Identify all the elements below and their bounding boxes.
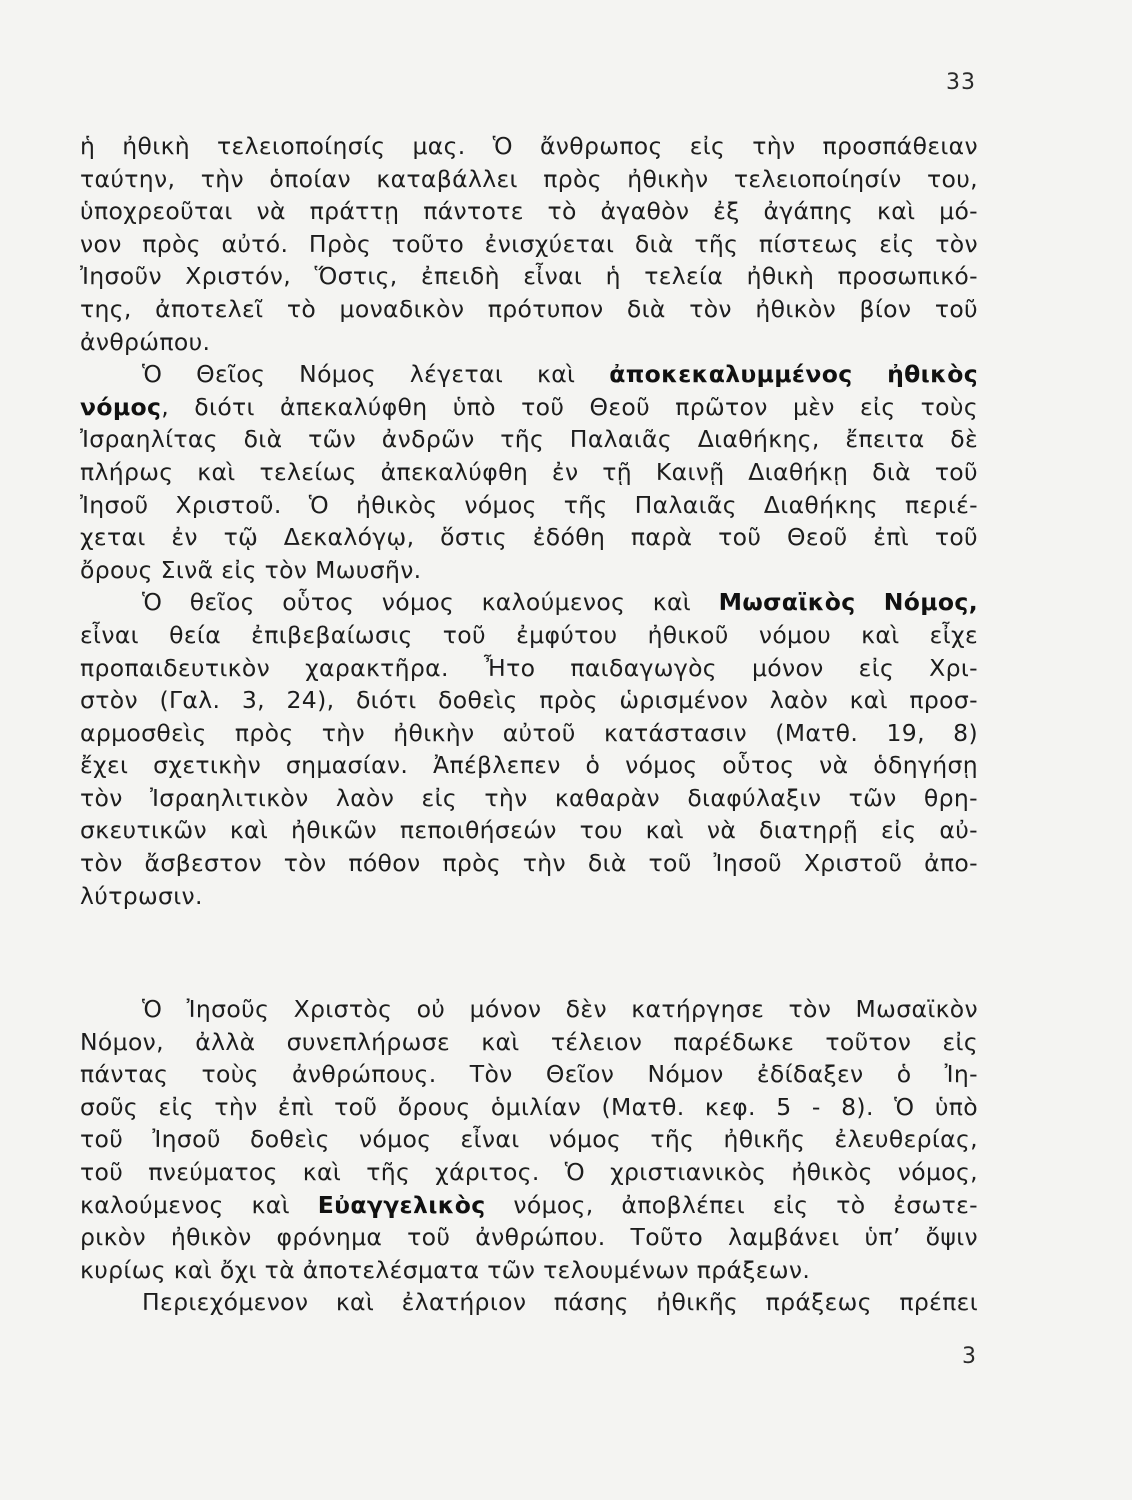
line-text: σοῦς εἰς τὴν ἐπὶ τοῦ ὄρους ὁμιλίαν (Ματθ. κεφ. 5 - 8). Ὁ ὑπὸ (80, 1092, 978, 1121)
signature-mark: 3 (962, 1344, 976, 1369)
text-line (80, 1058, 978, 1091)
line-text: λύτρωσιν. (80, 881, 203, 910)
line-text: προπαιδευτικὸν χαρακτῆρα. Ἦτο παιδαγωγὸς μόνον εἰς Χρι- (80, 653, 978, 682)
line-text: ὄρους Σινᾶ εἰς τὸν Μωυσῆν. (80, 555, 422, 584)
text-line (80, 358, 978, 391)
text-line (80, 1221, 978, 1254)
line-text: Ὁ Ἰησοῦς Χριστὸς οὐ μόνον δὲν κατήργησε τὸν Μωσαϊκὸν (142, 995, 978, 1023)
text-line (80, 228, 978, 261)
text-line (80, 1123, 978, 1156)
text-line (80, 619, 978, 652)
text-line (80, 684, 978, 717)
line-text: Ἰησοῦ Χριστοῦ. Ὁ ἠθικὸς νόμος τῆς Παλαιᾶς Διαθήκης περιέ- (80, 490, 978, 519)
line-text: τοῦ Ἰησοῦ δοθεὶς νόμος εἶναι νόμος τῆς ἠθικῆς ἐλευθερίας, (80, 1125, 978, 1154)
line-text: νόμος, ἀποβλέπει εἰς τὸ ἐσωτε- (485, 1190, 978, 1219)
text-line (80, 260, 978, 293)
text-line (80, 1254, 978, 1287)
text-line (80, 652, 978, 685)
emphasized-term: νόμος (80, 392, 162, 421)
line-text: Νόμον, ἀλλὰ συνεπλήρωσε καὶ τέλειον παρέδωκε τοῦτον εἰς (80, 1027, 978, 1056)
text-line (80, 423, 978, 456)
text-line (80, 489, 978, 522)
line-text: καλούμενος καὶ (80, 1190, 318, 1219)
text-line (80, 1286, 978, 1319)
line-text: νον πρὸς αὐτό. Πρὸς τοῦτο ἐνισχύεται διὰ τῆς πίστεως εἰς τὸν (80, 229, 978, 258)
line-text: πλήρως καὶ τελείως ἀπεκαλύφθη ἐν τῇ Καινῇ Διαθήκῃ διὰ τοῦ (80, 457, 978, 486)
line-text: ὑποχρεοῦται νὰ πράττῃ πάντοτε τὸ ἀγαθὸν ἐξ ἀγάπης καὶ μό- (80, 197, 978, 226)
text-block-upper (80, 130, 978, 912)
text-line (80, 1091, 978, 1124)
line-text: Ὁ θεῖος οὗτος νόμος καλούμενος καὶ (142, 588, 719, 617)
line-text: ταύτην, τὴν ὁποίαν καταβάλλει πρὸς ἠθικὴν τελειοποίησίν του, (80, 164, 978, 193)
line-text: Ὁ Θεῖος Νόμος λέγεται καὶ (142, 360, 610, 389)
line-text: Ἰσραηλίτας διὰ τῶν ἀνδρῶν τῆς Παλαιᾶς Διαθήκης, ἔπειτα δὲ (80, 425, 978, 454)
emphasized-term: Εὐαγγελικὸς (317, 1190, 486, 1219)
text-line (80, 1026, 978, 1059)
text-line (80, 391, 978, 424)
line-text: τὸν ἄσβεστον τὸν πόθον πρὸς τὴν διὰ τοῦ Ἰησοῦ Χριστοῦ ἀπο- (80, 849, 978, 878)
text-line (80, 880, 978, 913)
line-text: αρμοσθεὶς πρὸς τὴν ἠθικὴν αὐτοῦ κατάστασιν (Ματθ. 19, 8) (80, 718, 978, 747)
text-line (80, 814, 978, 847)
text-line (80, 163, 978, 196)
emphasized-term: ἀποκεκαλυμμένος ἠθικὸς (609, 360, 978, 389)
text-line (80, 782, 978, 815)
text-line (80, 717, 978, 750)
line-text: εἶναι θεία ἐπιβεβαίωσις τοῦ ἐμφύτου ἠθικοῦ νόμου καὶ εἶχε (80, 620, 978, 649)
text-line (80, 326, 978, 359)
text-line (80, 586, 978, 619)
text-line (80, 993, 978, 1026)
text-line (80, 195, 978, 228)
line-text: , διότι ἀπεκαλύφθη ὑπὸ τοῦ Θεοῦ πρῶτον μὲν εἰς τοὺς (161, 392, 978, 421)
text-line (80, 521, 978, 554)
line-text: της, ἀποτελεῖ τὸ μοναδικὸν πρότυπον διὰ τὸν ἠθικὸν βίον τοῦ (80, 294, 978, 323)
line-text: στὸν (Γαλ. 3, 24), διότι δοθεὶς πρὸς ὡρισμένον λαὸν καὶ προσ- (80, 686, 978, 715)
text-block-lower (80, 993, 978, 1319)
line-text: ἔχει σχετικὴν σημασίαν. Ἀπέβλεπεν ὁ νόμος οὗτος νὰ ὁδηγήσῃ (80, 751, 978, 780)
line-text: Περιεχόμενον καὶ ἐλατήριον πάσης ἠθικῆς πράξεως πρέπει (142, 1288, 978, 1317)
page-number: 33 (946, 70, 976, 95)
line-text: Ἰησοῦν Χριστόν, Ὅστις, ἐπειδὴ εἶναι ἡ τελεία ἠθικὴ προσωπικό- (80, 262, 978, 291)
line-text: ρικὸν ἠθικὸν φρόνημα τοῦ ἀνθρώπου. Τοῦτο λαμβάνει ὑπ’ ὄψιν (80, 1223, 978, 1252)
text-line (80, 749, 978, 782)
text-line (80, 1156, 978, 1189)
line-text: πάντας τοὺς ἀνθρώπους. Τὸν Θεῖον Νόμον ἐδίδαξεν ὁ Ἰη- (80, 1060, 978, 1089)
line-text: κυρίως καὶ ὄχι τὰ ἀποτελέσματα τῶν τελουμένων πράξεων. (80, 1255, 811, 1284)
line-text: χεται ἐν τῷ Δεκαλόγῳ, ὅστις ἐδόθη παρὰ τοῦ Θεοῦ ἐπὶ τοῦ (80, 523, 978, 552)
line-text: ἀνθρώπου. (80, 327, 211, 356)
line-text: ἡ ἠθικὴ τελειοποίησίς μας. Ὁ ἄνθρωπος εἰς τὴν προσπάθειαν (80, 132, 978, 160)
text-line (80, 130, 978, 163)
line-text: τοῦ πνεύματος καὶ τῆς χάριτος. Ὁ χριστιανικὸς ἠθικὸς νόμος, (80, 1157, 978, 1186)
text-line (80, 554, 978, 587)
emphasized-term: Μωσαϊκὸς Νόμος, (718, 588, 978, 617)
line-text: τὸν Ἰσραηλιτικὸν λαὸν εἰς τὴν καθαρὰν διαφύλαξιν τῶν θρη- (80, 783, 978, 812)
line-text: σκευτικῶν καὶ ἠθικῶν πεποιθήσεών του καὶ νὰ διατηρῇ εἰς αὐ- (80, 816, 978, 845)
text-line (80, 456, 978, 489)
text-line (80, 1189, 978, 1222)
text-line (80, 293, 978, 326)
text-line (80, 847, 978, 880)
